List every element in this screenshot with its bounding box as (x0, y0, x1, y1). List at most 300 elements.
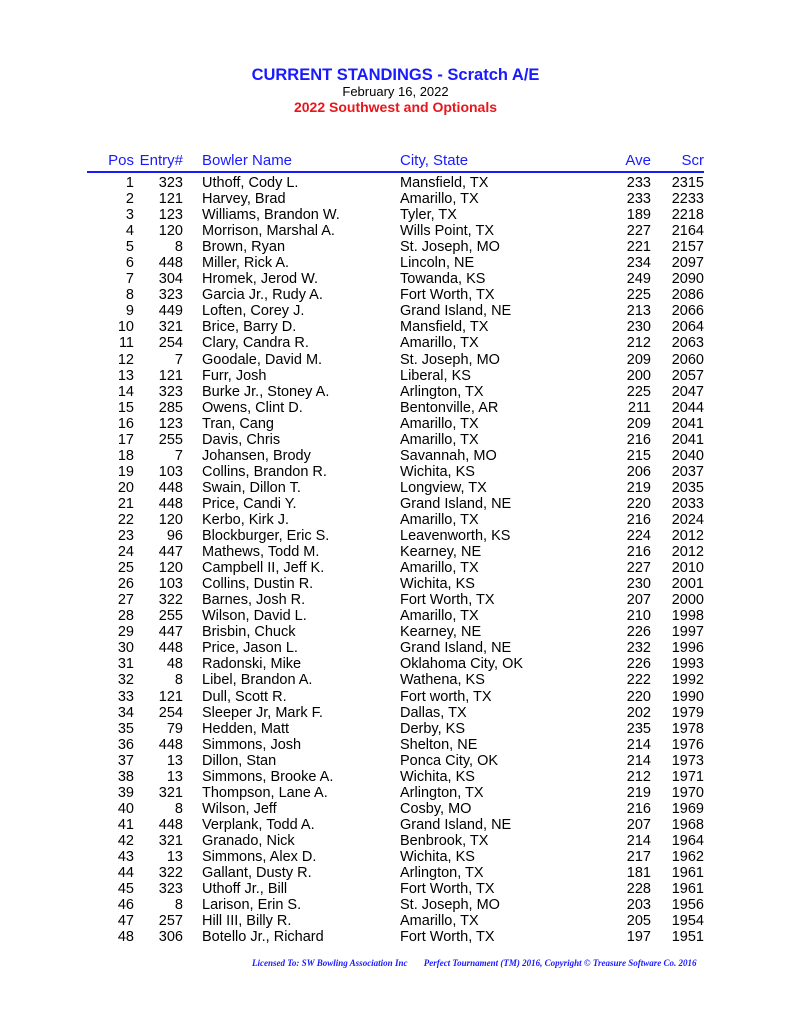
col-header-city: City, State (400, 152, 469, 169)
cell-scr: 1961 (671, 865, 704, 882)
cell-pos: 1 (125, 175, 134, 191)
table-row (0, 544, 791, 560)
cell-entry: 13 (166, 752, 183, 769)
table-row (0, 817, 791, 833)
cell-pos: 16 (117, 415, 134, 432)
table-row (0, 352, 791, 368)
cell-entry: 123 (158, 415, 183, 432)
cell-city: Fort Worth, TX (400, 929, 495, 946)
table-row (0, 833, 791, 849)
cell-name: Mathews, Todd M. (202, 544, 320, 561)
cell-ave: 219 (626, 479, 651, 496)
cell-city: Wichita, KS (400, 768, 475, 785)
cell-entry: 8 (174, 239, 183, 256)
cell-entry: 448 (158, 640, 183, 657)
cell-scr: 1993 (671, 656, 704, 673)
cell-pos: 24 (117, 544, 134, 561)
table-row (0, 705, 791, 721)
cell-name: Barnes, Josh R. (202, 592, 306, 609)
cell-scr: 2064 (671, 319, 704, 336)
cell-ave: 227 (626, 223, 651, 240)
cell-entry: 8 (174, 672, 183, 689)
cell-entry: 448 (158, 736, 183, 753)
cell-name: Garcia Jr., Rudy A. (202, 287, 323, 304)
cell-scr: 2063 (671, 335, 704, 352)
cell-scr: 1954 (671, 913, 704, 930)
table-row (0, 271, 791, 287)
cell-entry: 321 (158, 319, 183, 336)
cell-ave: 210 (626, 608, 651, 625)
cell-scr: 1969 (671, 800, 704, 817)
cell-ave: 207 (626, 592, 651, 609)
cell-pos: 36 (117, 736, 134, 753)
cell-name: Burke Jr., Stoney A. (202, 383, 330, 400)
cell-name: Brisbin, Chuck (202, 624, 296, 641)
cell-name: Brown, Ryan (202, 239, 286, 256)
cell-pos: 12 (117, 351, 134, 368)
table-row (0, 801, 791, 817)
table-row (0, 608, 791, 624)
cell-scr: 2040 (671, 447, 704, 464)
cell-ave: 230 (626, 319, 651, 336)
cell-entry: 448 (158, 255, 183, 272)
table-row (0, 769, 791, 785)
cell-name: Harvey, Brad (202, 191, 286, 208)
cell-ave: 214 (626, 736, 651, 753)
cell-entry: 323 (158, 383, 183, 400)
col-header-ave: Ave (625, 152, 651, 169)
cell-ave: 221 (626, 239, 651, 256)
table-row (0, 721, 791, 737)
cell-city: Longview, TX (400, 479, 487, 496)
table-row (0, 512, 791, 528)
cell-city: St. Joseph, MO (400, 239, 500, 256)
cell-city: St. Joseph, MO (400, 351, 500, 368)
cell-scr: 2164 (671, 223, 704, 240)
cell-name: Furr, Josh (202, 367, 267, 384)
cell-pos: 10 (117, 319, 134, 336)
cell-scr: 2066 (671, 303, 704, 320)
cell-entry: 322 (158, 592, 183, 609)
cell-ave: 213 (626, 303, 651, 320)
cell-name: Goodale, David M. (202, 351, 323, 368)
cell-scr: 2035 (671, 479, 704, 496)
table-row (0, 576, 791, 592)
cell-city: Lincoln, NE (400, 255, 475, 272)
cell-name: Simmons, Brooke A. (202, 768, 334, 785)
cell-scr: 1962 (671, 848, 704, 865)
cell-name: Wilson, David L. (202, 608, 307, 625)
cell-pos: 39 (117, 784, 134, 801)
table-row (0, 913, 791, 929)
cell-name: Sleeper Jr, Mark F. (202, 704, 323, 721)
table-row (0, 464, 791, 480)
cell-pos: 38 (117, 768, 134, 785)
cell-city: Grand Island, NE (400, 495, 512, 512)
cell-entry: 323 (158, 287, 183, 304)
cell-scr: 1970 (671, 784, 704, 801)
cell-city: Dallas, TX (400, 704, 467, 721)
cell-city: Bentonville, AR (400, 399, 499, 416)
cell-scr: 1973 (671, 752, 704, 769)
cell-city: Wichita, KS (400, 576, 475, 593)
cell-name: Uthoff Jr., Bill (202, 881, 288, 898)
cell-pos: 47 (117, 913, 134, 930)
cell-ave: 226 (626, 656, 651, 673)
cell-ave: 212 (626, 335, 651, 352)
cell-city: Amarillo, TX (400, 191, 479, 208)
cell-pos: 21 (117, 495, 134, 512)
cell-ave: 249 (626, 271, 651, 288)
cell-name: Clary, Candra R. (202, 335, 309, 352)
cell-city: Fort Worth, TX (400, 287, 495, 304)
cell-scr: 2012 (671, 528, 704, 545)
cell-pos: 17 (117, 431, 134, 448)
cell-name: Gallant, Dusty R. (202, 865, 312, 882)
cell-scr: 2086 (671, 287, 704, 304)
cell-city: St. Joseph, MO (400, 897, 500, 914)
table-row (0, 897, 791, 913)
cell-pos: 42 (117, 832, 134, 849)
cell-ave: 209 (626, 351, 651, 368)
cell-entry: 254 (158, 704, 183, 721)
cell-city: Savannah, MO (400, 447, 497, 464)
table-row (0, 207, 791, 223)
cell-city: Arlington, TX (400, 383, 484, 400)
cell-city: Amarillo, TX (400, 415, 479, 432)
table-row (0, 592, 791, 608)
cell-scr: 1998 (671, 608, 704, 625)
cell-ave: 216 (626, 800, 651, 817)
cell-scr: 1971 (671, 768, 704, 785)
cell-scr: 2041 (671, 415, 704, 432)
cell-name: Verplank, Todd A. (202, 816, 315, 833)
cell-ave: 209 (626, 415, 651, 432)
cell-pos: 33 (117, 688, 134, 705)
cell-city: Amarillo, TX (400, 431, 479, 448)
cell-name: Wilson, Jeff (202, 800, 277, 817)
cell-pos: 15 (117, 399, 134, 416)
cell-ave: 216 (626, 511, 651, 528)
table-row (0, 175, 791, 191)
table-row (0, 753, 791, 769)
cell-name: Brice, Barry D. (202, 319, 297, 336)
cell-pos: 29 (117, 624, 134, 641)
license-text: Licensed To: SW Bowling Association Inc (252, 958, 408, 968)
cell-city: Mansfield, TX (400, 319, 489, 336)
cell-city: Grand Island, NE (400, 640, 512, 657)
cell-ave: 225 (626, 383, 651, 400)
table-row (0, 319, 791, 335)
tournament-subtitle: 2022 Southwest and Optionals (293, 99, 498, 115)
cell-ave: 217 (626, 848, 651, 865)
cell-name: Granado, Nick (202, 832, 295, 849)
cell-pos: 43 (117, 848, 134, 865)
cell-pos: 19 (117, 463, 134, 480)
cell-name: Tran, Cang (202, 415, 274, 432)
cell-entry: 13 (166, 848, 183, 865)
cell-name: Williams, Brandon W. (202, 207, 340, 224)
col-header-entry: Entry# (139, 152, 183, 169)
cell-entry: 306 (158, 929, 183, 946)
cell-scr: 2097 (671, 255, 704, 272)
cell-pos: 5 (125, 239, 134, 256)
cell-city: Fort Worth, TX (400, 592, 495, 609)
cell-ave: 222 (626, 672, 651, 689)
cell-pos: 2 (125, 191, 134, 208)
cell-entry: 447 (158, 544, 183, 561)
cell-pos: 27 (117, 592, 134, 609)
cell-ave: 233 (626, 175, 651, 191)
cell-name: Simmons, Alex D. (202, 848, 317, 865)
cell-city: Grand Island, NE (400, 816, 512, 833)
cell-city: Towanda, KS (400, 271, 486, 288)
cell-name: Dull, Scott R. (202, 688, 287, 705)
cell-city: Tyler, TX (400, 207, 457, 224)
cell-name: Hromek, Jerod W. (202, 271, 319, 288)
table-row (0, 528, 791, 544)
cell-ave: 203 (626, 897, 651, 914)
cell-city: Cosby, MO (400, 800, 472, 817)
report-date: February 16, 2022 (342, 84, 449, 99)
table-row (0, 255, 791, 271)
cell-name: Loften, Corey J. (202, 303, 305, 320)
col-header-scr: Scr (681, 152, 704, 169)
cell-name: Price, Jason L. (202, 640, 298, 657)
cell-scr: 1956 (671, 897, 704, 914)
cell-scr: 1979 (671, 704, 704, 721)
cell-scr: 2218 (671, 207, 704, 224)
table-row (0, 737, 791, 753)
cell-scr: 2041 (671, 431, 704, 448)
cell-ave: 202 (626, 704, 651, 721)
cell-entry: 448 (158, 479, 183, 496)
cell-entry: 123 (158, 207, 183, 224)
cell-entry: 48 (166, 656, 183, 673)
cell-city: Fort Worth, TX (400, 881, 495, 898)
cell-name: Libel, Brandon A. (202, 672, 313, 689)
cell-entry: 449 (158, 303, 183, 320)
cell-pos: 23 (117, 528, 134, 545)
cell-name: Davis, Chris (202, 431, 281, 448)
cell-scr: 2233 (671, 191, 704, 208)
cell-ave: 197 (626, 929, 651, 946)
cell-entry: 447 (158, 624, 183, 641)
cell-scr: 2001 (671, 576, 704, 593)
cell-ave: 219 (626, 784, 651, 801)
cell-pos: 8 (125, 287, 134, 304)
table-row (0, 287, 791, 303)
cell-city: Derby, KS (400, 720, 466, 737)
cell-scr: 1964 (671, 832, 704, 849)
table-row (0, 849, 791, 865)
cell-city: Kearney, NE (400, 624, 482, 641)
cell-scr: 2047 (671, 383, 704, 400)
table-row (0, 881, 791, 897)
cell-scr: 2157 (671, 239, 704, 256)
cell-entry: 120 (158, 511, 183, 528)
table-row (0, 640, 791, 656)
cell-pos: 28 (117, 608, 134, 625)
cell-entry: 321 (158, 784, 183, 801)
cell-entry: 103 (158, 463, 183, 480)
cell-name: Kerbo, Kirk J. (202, 511, 290, 528)
table-row (0, 335, 791, 351)
cell-entry: 120 (158, 223, 183, 240)
cell-ave: 216 (626, 431, 651, 448)
cell-pos: 48 (117, 929, 134, 946)
cell-name: Uthoff, Cody L. (202, 175, 299, 191)
cell-pos: 11 (118, 335, 134, 352)
cell-ave: 214 (626, 832, 651, 849)
cell-pos: 3 (125, 207, 134, 224)
table-row (0, 656, 791, 672)
table-row (0, 400, 791, 416)
cell-city: Fort worth, TX (400, 688, 492, 705)
cell-entry: 120 (158, 560, 183, 577)
cell-ave: 200 (626, 367, 651, 384)
cell-entry: 13 (166, 768, 183, 785)
cell-scr: 2057 (671, 367, 704, 384)
cell-scr: 1992 (671, 672, 704, 689)
cell-city: Kearney, NE (400, 544, 482, 561)
cell-pos: 14 (117, 383, 134, 400)
table-row (0, 929, 791, 945)
cell-ave: 205 (626, 913, 651, 930)
table-row (0, 785, 791, 801)
cell-pos: 13 (117, 367, 134, 384)
table-row (0, 223, 791, 239)
cell-name: Dillon, Stan (202, 752, 277, 769)
cell-scr: 1951 (671, 929, 704, 946)
cell-entry: 121 (158, 191, 183, 208)
cell-ave: 232 (626, 640, 651, 657)
cell-city: Wichita, KS (400, 463, 475, 480)
cell-pos: 26 (117, 576, 134, 593)
page-header (0, 66, 791, 116)
cell-city: Grand Island, NE (400, 303, 512, 320)
cell-entry: 323 (158, 881, 183, 898)
cell-city: Liberal, KS (400, 367, 471, 384)
cell-name: Larison, Erin S. (202, 897, 302, 914)
cell-entry: 103 (158, 576, 183, 593)
cell-ave: 212 (626, 768, 651, 785)
cell-name: Johansen, Brody (202, 447, 311, 464)
cell-scr: 1961 (671, 881, 704, 898)
cell-scr: 2012 (671, 544, 704, 561)
cell-city: Amarillo, TX (400, 335, 479, 352)
cell-city: Arlington, TX (400, 784, 484, 801)
cell-city: Amarillo, TX (400, 608, 479, 625)
cell-ave: 226 (626, 624, 651, 641)
cell-scr: 2060 (671, 351, 704, 368)
table-row (0, 480, 791, 496)
cell-scr: 2024 (671, 511, 704, 528)
cell-name: Collins, Brandon R. (202, 463, 327, 480)
cell-name: Swain, Dillon T. (202, 479, 301, 496)
table-row (0, 448, 791, 464)
cell-scr: 1996 (671, 640, 704, 657)
cell-entry: 255 (158, 608, 183, 625)
cell-entry: 448 (158, 816, 183, 833)
column-headers (0, 152, 791, 170)
page-title: CURRENT STANDINGS - Scratch A/E (251, 66, 540, 84)
cell-ave: 224 (626, 528, 651, 545)
cell-pos: 44 (117, 865, 134, 882)
cell-name: Blockburger, Eric S. (202, 528, 330, 545)
cell-entry: 255 (158, 431, 183, 448)
table-row (0, 496, 791, 512)
cell-pos: 9 (125, 303, 134, 320)
table-row (0, 303, 791, 319)
cell-scr: 1990 (671, 688, 704, 705)
cell-entry: 7 (174, 351, 183, 368)
cell-pos: 7 (125, 271, 134, 288)
table-row (0, 384, 791, 400)
cell-entry: 8 (174, 800, 183, 817)
cell-ave: 220 (626, 688, 651, 705)
cell-city: Wathena, KS (400, 672, 485, 689)
page-footer (252, 958, 711, 968)
table-row (0, 865, 791, 881)
cell-name: Botello Jr., Richard (202, 929, 324, 946)
cell-name: Hill III, Billy R. (202, 913, 292, 930)
cell-pos: 30 (117, 640, 134, 657)
cell-pos: 25 (117, 560, 134, 577)
cell-ave: 181 (626, 865, 651, 882)
cell-pos: 4 (125, 223, 134, 240)
table-row (0, 239, 791, 255)
cell-city: Amarillo, TX (400, 913, 479, 930)
cell-city: Mansfield, TX (400, 175, 489, 191)
cell-ave: 215 (626, 447, 651, 464)
cell-name: Campbell II, Jeff K. (202, 560, 325, 577)
cell-entry: 7 (174, 447, 183, 464)
cell-entry: 8 (174, 897, 183, 914)
cell-city: Amarillo, TX (400, 511, 479, 528)
cell-scr: 2010 (671, 560, 704, 577)
cell-pos: 46 (117, 897, 134, 914)
cell-scr: 1997 (671, 624, 704, 641)
cell-pos: 45 (117, 881, 134, 898)
cell-entry: 121 (158, 688, 183, 705)
cell-name: Radonski, Mike (202, 656, 302, 673)
cell-scr: 2037 (671, 463, 704, 480)
cell-entry: 448 (158, 495, 183, 512)
cell-entry: 285 (158, 399, 183, 416)
cell-ave: 228 (626, 881, 651, 898)
cell-pos: 32 (117, 672, 134, 689)
cell-name: Miller, Rick A. (202, 255, 290, 272)
cell-city: Benbrook, TX (400, 832, 489, 849)
cell-city: Wichita, KS (400, 848, 475, 865)
cell-ave: 230 (626, 576, 651, 593)
cell-name: Collins, Dustin R. (202, 576, 314, 593)
cell-name: Price, Candi Y. (202, 495, 297, 512)
cell-city: Ponca City, OK (400, 752, 499, 769)
cell-scr: 2000 (671, 592, 704, 609)
cell-pos: 20 (117, 479, 134, 496)
cell-ave: 207 (626, 816, 651, 833)
cell-ave: 220 (626, 495, 651, 512)
cell-pos: 34 (117, 704, 134, 721)
cell-pos: 41 (117, 816, 134, 833)
cell-name: Hedden, Matt (202, 720, 290, 737)
standings-table (0, 175, 791, 945)
cell-city: Oklahoma City, OK (400, 656, 524, 673)
cell-ave: 189 (626, 207, 651, 224)
cell-ave: 211 (627, 399, 651, 416)
